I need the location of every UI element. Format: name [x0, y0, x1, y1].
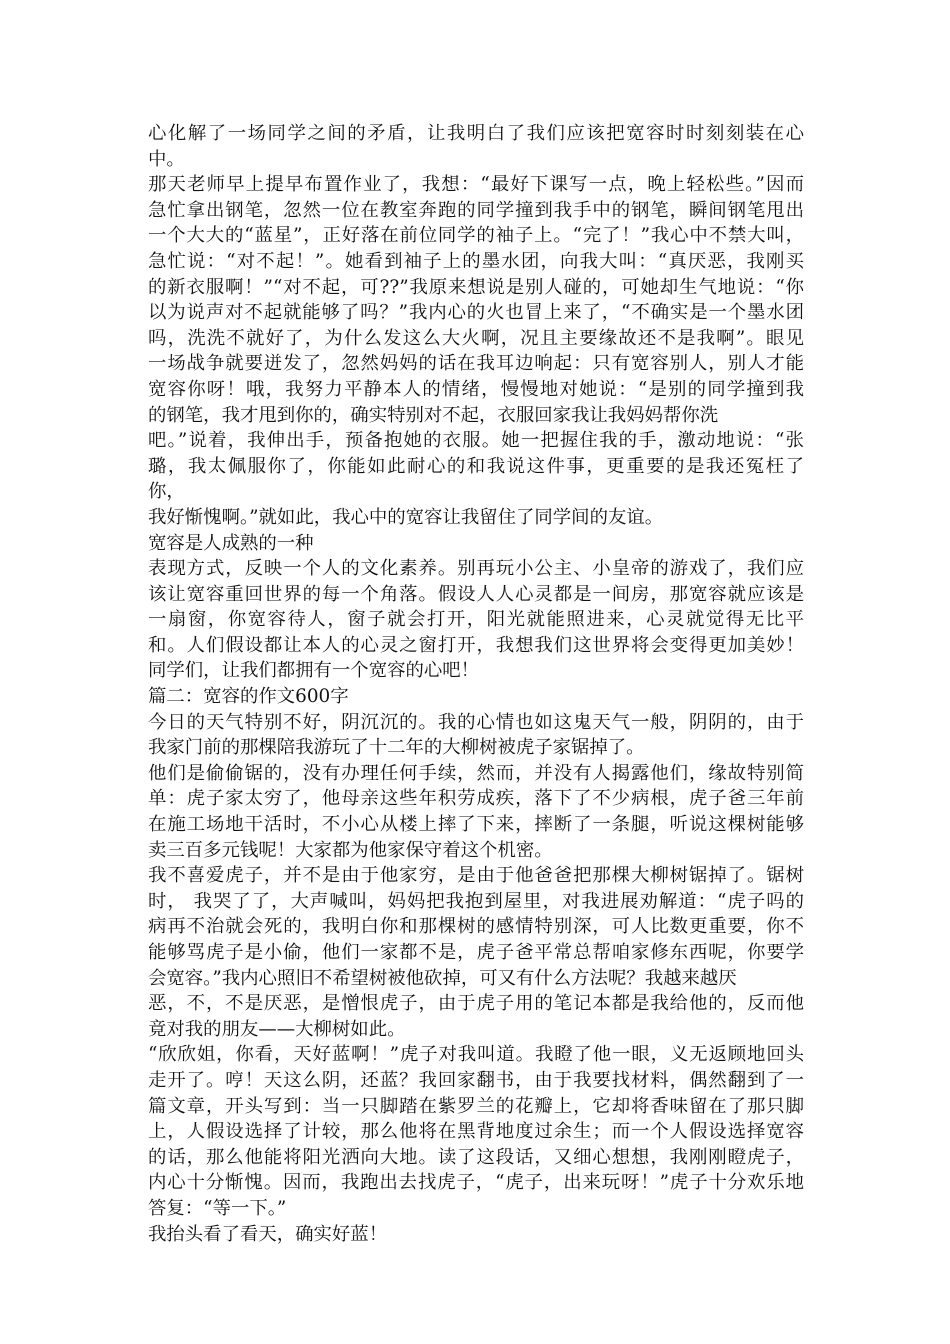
text-line: “欣欣姐，你看，天好蓝啊！”虎子对我叫道。我瞪了他一眼，义无返顾地回头 — [148, 1044, 804, 1066]
text-line: 同学们，让我们都拥有一个宽容的心吧！ — [148, 660, 480, 682]
text-line: 病再不治就会死的，我明白你和那棵树的感情特别深，可人比数更重要，你不 — [148, 916, 804, 938]
text-line: 该让宽容重回世界的每一个角落。假设人人心灵都是一间房，那宽容就应该是 — [148, 583, 804, 605]
text-line: 今日的天气特别不好，阴沉沉的。我的心情也如这鬼天气一般，阴阴的，由于 — [148, 711, 804, 733]
text-line: 单：虎子家太穷了，他母亲这些年积劳成疾，落下了不少病根，虎子爸三年前 — [148, 788, 804, 810]
text-line: 璐，我太佩服你了，你能如此耐心的和我说这件事，更重要的是我还冤枉了 — [148, 455, 804, 477]
text-line: 篇文章，开头写到：当一只脚踏在紫罗兰的花瓣上，它却将香味留在了那只脚 — [148, 1095, 804, 1117]
text-line: 走开了。哼！天这么阴，还蓝？我回家翻书，由于我要找材料，偶然翻到了一 — [148, 1069, 804, 1091]
text-line: 和。人们假设都让本人的心灵之窗打开，我想我们这世界将会变得更加美妙！ — [148, 634, 804, 656]
text-line: 我不喜爱虎子，并不是由于他家穷，是由于他爸爸把那棵大柳树锯掉了。锯树 — [148, 865, 804, 887]
text-line: 宽容是人成熟的一种 — [148, 532, 314, 554]
text-line: 我抬头看了看天，确实好蓝！ — [148, 1223, 388, 1245]
text-line: 急忙说：“对不起！”。她看到袖子上的墨水团，向我大叫：“真厌恶，我刚买 — [148, 250, 804, 272]
text-line: 吗，洗洗不就好了，为什么发这么大火啊，况且主要缘故还不是我啊”。眼见 — [148, 327, 804, 349]
text-line: 卖三百多元钱呢！大家都为他家保守着这个机密。 — [148, 839, 553, 861]
text-line: 那天老师早上提早布置作业了，我想：“最好下课写一点，晚上轻松些。”因而 — [148, 174, 804, 196]
text-line: 内心十分惭愧。因而，我跑出去找虎子，“虎子，出来玩呀！”虎子十分欢乐地 — [148, 1172, 804, 1194]
text-line: 他们是偷偷锯的，没有办理任何手续，然而，并没有人揭露他们，缘故特别简 — [148, 762, 804, 784]
text-line: 以为说声对不起就能够了吗？”我内心的火也冒上来了，“不确实是一个墨水团 — [148, 302, 804, 324]
text-line: 我好惭愧啊。”就如此，我心中的宽容让我留住了同学间的友谊。 — [148, 506, 664, 528]
document-page — [148, 121, 804, 1247]
text-line: 的话，那么他能将阳光洒向大地。读了这段话，又细心想想，我刚刚瞪虎子， — [148, 1146, 804, 1168]
text-line: 时， 我哭了了，大声喊叫，妈妈把我抱到屋里，对我进展劝解道：“虎子吗的 — [148, 890, 804, 912]
text-line: 能够骂虎子是小偷，他们一家都不是，虎子爸平常总帮咱家修东西呢，你要学 — [148, 942, 804, 963]
text-line: 你， — [148, 481, 185, 503]
text-line: 答复：“等一下。” — [148, 1197, 287, 1219]
text-line: 宽容你呀！哦，我努力平静本人的情绪，慢慢地对她说：“是别的同学撞到我 — [148, 378, 804, 400]
text-line: 表现方式，反映一个人的文化素养。别再玩小公主、小皇帝的游戏了，我们应 — [148, 558, 804, 580]
text-line: 上，人假设选择了计较，那么他将在黑背地度过余生；而一个人假设选择宽容 — [148, 1121, 804, 1143]
text-line: 在施工场地干活时，不小心从楼上摔了下来，摔断了一条腿，听说这棵树能够 — [148, 814, 804, 836]
text-line: 恶，不，不是厌恶，是憎恨虎子，由于虎子用的笔记本都是我给他的，反而他 — [148, 993, 804, 1015]
text-line: 中。 — [148, 148, 185, 170]
text-line: 的新衣服啊！”“对不起，可??”我原来想说是别人碰的，可她却生气地说：“你 — [148, 276, 804, 298]
text-line: 吧。”说着，我伸出手，预备抱她的衣服。她一把握住我的手，激动地说：“张 — [148, 430, 804, 452]
text-line: 一场战争就要迸发了，忽然妈妈的话在我耳边响起：只有宽容别人，别人才能 — [148, 353, 804, 375]
text-line: 的钢笔，我才甩到你的，确实特别对不起，衣服回家我让我妈妈帮你洗 — [148, 404, 719, 426]
text-line: 一扇窗，你宽容待人，窗子就会打开，阳光就能照进来，心灵就觉得无比平 — [148, 609, 804, 631]
text-line: 急忙拿出钢笔，忽然一位在教室奔跑的同学撞到我手中的钢笔，瞬间钢笔甩出 — [148, 199, 804, 221]
text-line: 篇二：宽容的作文600字 — [148, 686, 349, 708]
text-line: 心化解了一场同学之间的矛盾，让我明白了我们应该把宽容时时刻刻装在心 — [148, 123, 804, 144]
text-line: 会宽容。”我内心照旧不希望树被他砍掉，可又有什么方法呢？我越来越厌 — [148, 967, 737, 989]
text-line: 我家门前的那棵陪我游玩了十二年的大柳树被虎子家锯掉了。 — [148, 737, 645, 759]
text-line: 竟对我的朋友——大柳树如此。 — [148, 1018, 406, 1040]
text-line: 一个大大的“蓝星”，正好落在前位同学的袖子上。“完了！”我心中不禁大叫， — [148, 225, 804, 247]
